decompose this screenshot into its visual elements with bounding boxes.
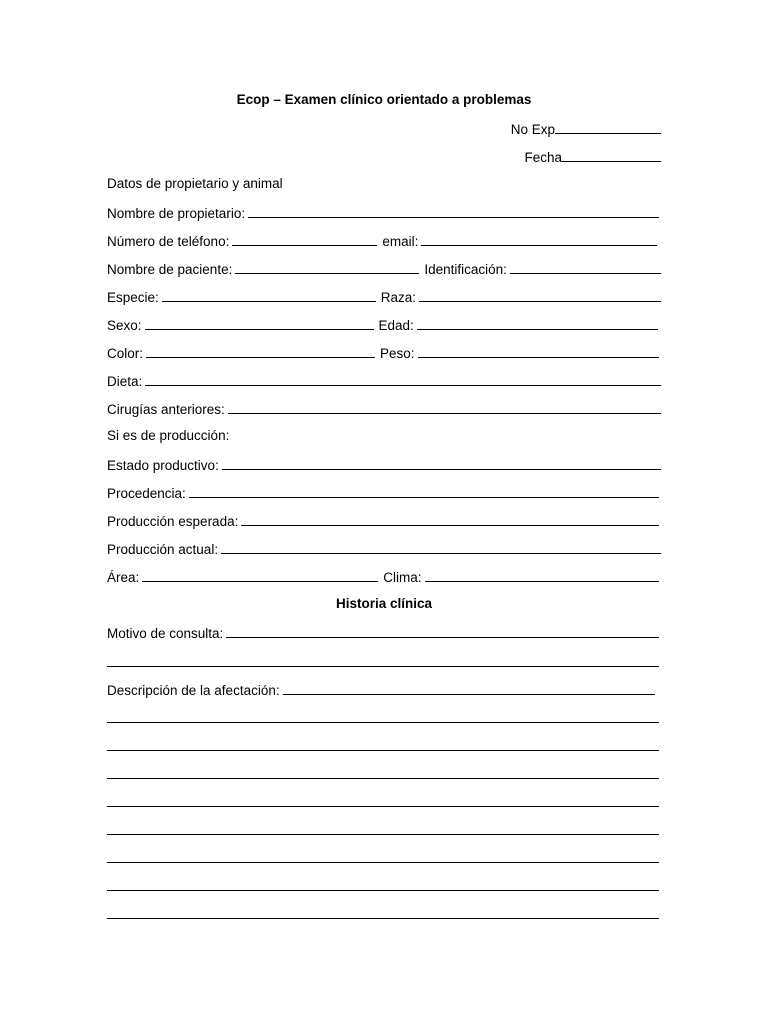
weight-line[interactable] [418, 343, 659, 358]
description-continuation-line[interactable] [107, 890, 659, 891]
reason-label: Motivo de consulta: [107, 626, 224, 641]
breed-label: Raza: [380, 290, 417, 305]
area-line[interactable] [142, 567, 378, 582]
owner-name-label: Nombre de propietario: [107, 206, 246, 221]
description-label: Descripción de la afectación: [107, 683, 280, 698]
area-label: Área: [107, 570, 140, 585]
fecha-label: Fecha [524, 150, 562, 165]
no-exp-line[interactable] [555, 119, 661, 134]
no-exp-label: No Exp [510, 122, 555, 137]
productive-state-label: Estado productivo: [107, 458, 219, 473]
current-production-line[interactable] [221, 539, 661, 554]
productive-state-line[interactable] [222, 455, 661, 470]
diet-row[interactable] [107, 371, 661, 391]
owner-name-line[interactable] [248, 203, 659, 218]
species-breed-row[interactable] [107, 287, 661, 307]
description-row[interactable] [107, 680, 655, 700]
history-title: Historia clínica [335, 596, 433, 611]
current-production-label: Producción actual: [107, 542, 219, 557]
origin-label: Procedencia: [107, 486, 186, 501]
sex-age-row[interactable] [107, 315, 658, 335]
description-continuation-line[interactable] [107, 722, 659, 723]
expected-production-line[interactable] [241, 511, 659, 526]
expected-production-label: Producción esperada: [107, 514, 239, 529]
reason-continuation-line[interactable] [107, 666, 659, 667]
production-heading: Si es de producción: [107, 428, 230, 443]
diet-line[interactable] [145, 371, 661, 386]
color-line[interactable] [146, 343, 375, 358]
identification-line[interactable] [510, 259, 661, 274]
color-label: Color: [107, 346, 144, 361]
page-title: Ecop – Examen clínico orientado a problemas [236, 92, 532, 107]
owner-name-row[interactable] [107, 203, 659, 223]
origin-row[interactable] [107, 483, 659, 503]
surgeries-label: Cirugías anteriores: [107, 402, 225, 417]
sex-line[interactable] [145, 315, 374, 330]
weight-label: Peso: [380, 346, 415, 361]
area-climate-row[interactable] [107, 567, 659, 587]
patient-name-label: Nombre de paciente: [107, 262, 233, 277]
no-exp-field[interactable] [511, 119, 661, 139]
patient-id-row[interactable] [107, 259, 661, 279]
identification-label: Identificación: [424, 262, 507, 277]
sex-label: Sexo: [107, 318, 142, 333]
breed-line[interactable] [419, 287, 661, 302]
current-production-row[interactable] [107, 539, 661, 559]
phone-line[interactable] [232, 231, 377, 246]
species-label: Especie: [107, 290, 159, 305]
surgeries-line[interactable] [228, 399, 661, 414]
fecha-field[interactable] [524, 147, 661, 167]
description-line[interactable] [283, 680, 655, 695]
age-label: Edad: [378, 318, 414, 333]
age-line[interactable] [417, 315, 658, 330]
climate-label: Clima: [383, 570, 422, 585]
expected-production-row[interactable] [107, 511, 659, 531]
species-line[interactable] [162, 287, 376, 302]
description-continuation-line[interactable] [107, 834, 659, 835]
color-weight-row[interactable] [107, 343, 659, 363]
email-label: email: [382, 234, 419, 249]
climate-line[interactable] [425, 567, 659, 582]
surgeries-row[interactable] [107, 399, 661, 419]
description-continuation-line[interactable] [107, 918, 659, 919]
diet-label: Dieta: [107, 374, 143, 389]
reason-line[interactable] [226, 623, 659, 638]
description-continuation-line[interactable] [107, 778, 659, 779]
section-owner-heading: Datos de propietario y animal [107, 176, 283, 191]
phone-email-row[interactable] [107, 231, 657, 251]
description-continuation-line[interactable] [107, 806, 659, 807]
description-continuation-line[interactable] [107, 750, 659, 751]
origin-line[interactable] [189, 483, 659, 498]
description-continuation-line[interactable] [107, 862, 659, 863]
fecha-line[interactable] [562, 147, 661, 162]
phone-label: Número de teléfono: [107, 234, 230, 249]
productive-state-row[interactable] [107, 455, 661, 475]
email-line[interactable] [421, 231, 657, 246]
patient-name-line[interactable] [235, 259, 419, 274]
reason-row[interactable] [107, 623, 659, 643]
